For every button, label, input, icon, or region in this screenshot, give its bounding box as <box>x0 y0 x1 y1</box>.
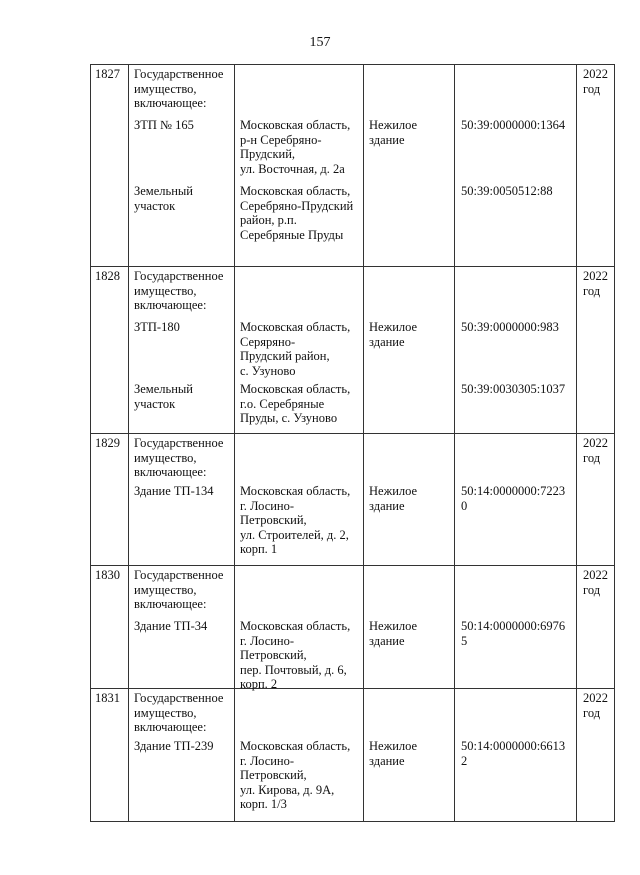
cadastral-number-line-block <box>461 484 565 513</box>
property-type-cell <box>364 434 455 566</box>
group-header-line: включающее: <box>134 597 207 612</box>
address-line: Петровский, <box>240 648 307 663</box>
cadastral-number-line-block <box>461 184 553 199</box>
address-line: корп. 1 <box>240 542 278 557</box>
cadastral-number-line: 50:14:0000000:6976 <box>461 619 566 633</box>
property-type-line-block <box>369 484 417 513</box>
property-type-line: Нежилое <box>369 739 418 753</box>
year-line: 2022 <box>583 436 608 450</box>
year-line: год <box>583 705 601 720</box>
property-name-line-block <box>134 484 214 499</box>
year-line: 2022 <box>583 568 608 582</box>
cadastral-number-line: 50:39:0000000:1364 <box>461 118 566 132</box>
property-name-line: Здание ТП-134 <box>134 484 214 498</box>
address-line-block <box>240 184 353 242</box>
year-cell <box>577 267 615 434</box>
cadastral-number-cell <box>455 267 577 434</box>
cadastral-number-cell <box>455 434 577 566</box>
year-line: 2022 <box>583 691 608 705</box>
year-cell <box>577 65 615 267</box>
table-row <box>91 566 615 689</box>
property-type-cell <box>364 267 455 434</box>
address-line-block <box>240 619 350 692</box>
property-type-line-block <box>369 320 417 349</box>
property-type-line: Нежилое <box>369 484 418 498</box>
address-line: с. Узуново <box>240 363 296 378</box>
cadastral-number-line-block <box>461 118 565 133</box>
property-type-line: здание <box>369 498 405 513</box>
address-line: Серебряные Пруды <box>240 227 344 242</box>
address-cell <box>235 566 364 692</box>
address-line: ул. Кирова, д. 9А, <box>240 782 335 797</box>
address-line-block <box>240 118 350 176</box>
address-line-block <box>240 382 350 426</box>
address-line-block <box>240 320 350 378</box>
property-name-line-block <box>134 320 180 335</box>
address-line: г. Лосино- <box>240 633 295 648</box>
property-name-line-block <box>134 184 193 213</box>
property-type-cell <box>364 566 455 689</box>
property-type-cell <box>364 65 455 267</box>
property-type-line: Нежилое <box>369 118 418 132</box>
property-name-line: ЗТП № 165 <box>134 118 194 132</box>
cadastral-number-cell <box>455 566 577 689</box>
property-name-line: участок <box>134 198 176 213</box>
address-line: г.о. Серебряные <box>240 396 325 411</box>
address-line: Московская область, <box>240 184 351 198</box>
address-line: Петровский, <box>240 768 307 783</box>
address-line: Московская область, <box>240 320 351 334</box>
year-line: 2022 <box>583 67 608 81</box>
property-type-cell <box>364 689 455 822</box>
property-type-line: здание <box>369 633 405 648</box>
property-name-line-block <box>134 739 214 754</box>
group-header-line: имущество, <box>134 283 197 298</box>
cadastral-number-line: 50:39:0050512:88 <box>461 184 553 198</box>
property-type-line: Нежилое <box>369 320 418 334</box>
table-row <box>91 267 615 434</box>
row-number: 1827 <box>91 65 129 267</box>
group-header-line: Государственное <box>134 691 224 705</box>
cadastral-number-cell <box>455 689 577 822</box>
property-name-line: Земельный <box>134 382 193 396</box>
property-type-line-block <box>369 118 417 147</box>
group-header-line: включающее: <box>134 96 207 111</box>
cadastral-number-line: 0 <box>461 498 468 513</box>
page-number: 157 <box>309 35 331 50</box>
property-name-line-block <box>134 382 193 411</box>
address-line: г. Лосино- <box>240 498 295 513</box>
address-cell <box>235 65 364 267</box>
address-line: Московская область, <box>240 619 351 633</box>
year-line: год <box>583 582 601 597</box>
address-cell <box>235 689 364 822</box>
property-type-line-block <box>369 619 417 648</box>
address-line: Прудский, <box>240 147 296 162</box>
cadastral-number-cell <box>455 65 577 267</box>
group-header-line: включающее: <box>134 465 207 480</box>
property-registry-table <box>90 64 615 822</box>
address-line: Московская область, <box>240 382 351 396</box>
address-line: корп. 2 <box>240 677 278 692</box>
year-line: год <box>583 450 601 465</box>
property-type-line-block <box>369 739 417 768</box>
year-cell <box>577 434 615 566</box>
cadastral-number-line: 50:14:0000000:7223 <box>461 484 566 498</box>
group-header-line: Государственное <box>134 67 224 81</box>
address-line: район, р.п. <box>240 213 297 228</box>
address-line: г. Лосино- <box>240 753 295 768</box>
address-line: Прудский район, <box>240 349 330 364</box>
cadastral-number-line-block <box>461 320 559 335</box>
property-name-cell <box>129 267 235 434</box>
property-name-line-block <box>134 118 194 133</box>
group-header-line: Государственное <box>134 568 224 582</box>
address-line: Московская область, <box>240 739 351 753</box>
group-header-line: имущество, <box>134 705 197 720</box>
group-header-line: имущество, <box>134 450 197 465</box>
address-line: Серебряно-Прудский <box>240 198 354 213</box>
address-cell <box>235 434 364 566</box>
property-name-line: Земельный <box>134 184 193 198</box>
year-cell <box>577 566 615 689</box>
property-name-line: участок <box>134 396 176 411</box>
address-line: Московская область, <box>240 118 351 132</box>
row-number: 1828 <box>91 267 129 434</box>
property-name-cell <box>129 434 235 566</box>
cadastral-number-line: 2 <box>461 753 468 768</box>
property-name-line: Здание ТП-34 <box>134 619 208 633</box>
address-line: пер. Почтовый, д. 6, <box>240 662 347 677</box>
table-row <box>91 65 615 267</box>
cadastral-number-line: 50:39:0000000:983 <box>461 320 559 334</box>
group-header-line: имущество, <box>134 81 197 96</box>
group-header <box>134 568 223 612</box>
property-name-line-block <box>134 619 207 634</box>
cadastral-number-line: 5 <box>461 633 468 648</box>
property-name-line: Здание ТП-239 <box>134 739 214 753</box>
group-header <box>134 691 223 735</box>
property-name-cell <box>129 566 235 689</box>
group-header-line: Государственное <box>134 269 224 283</box>
address-line: Петровский, <box>240 513 307 528</box>
property-type-line: здание <box>369 334 405 349</box>
group-header <box>134 67 223 111</box>
year-cell <box>577 689 615 822</box>
cadastral-number-line: 50:39:0030305:1037 <box>461 382 566 396</box>
cadastral-number-line-block <box>461 739 565 768</box>
group-header-line: включающее: <box>134 720 207 735</box>
property-name-cell <box>129 65 235 267</box>
group-header-line: Государственное <box>134 436 224 450</box>
year-line: 2022 <box>583 269 608 283</box>
address-line: ул. Строителей, д. 2, <box>240 527 349 542</box>
property-type-line: здание <box>369 132 405 147</box>
table-row <box>91 689 615 822</box>
group-header <box>134 436 223 480</box>
address-line: Пруды, с. Узуново <box>240 411 338 426</box>
group-header <box>134 269 223 313</box>
property-name-line: ЗТП-180 <box>134 320 180 334</box>
address-cell <box>235 267 364 434</box>
address-line: р-н Серебряно- <box>240 132 322 147</box>
row-number: 1830 <box>91 566 129 689</box>
cadastral-number-line-block <box>461 619 565 648</box>
cadastral-number-line-block <box>461 382 565 397</box>
cadastral-number-line: 50:14:0000000:6613 <box>461 739 566 753</box>
address-line: Серяряно- <box>240 334 296 349</box>
group-header-line: включающее: <box>134 298 207 313</box>
row-number: 1829 <box>91 434 129 566</box>
year-line: год <box>583 283 601 298</box>
property-type-line: Нежилое <box>369 619 418 633</box>
table-row <box>91 434 615 566</box>
address-line: ул. Восточная, д. 2а <box>240 161 345 176</box>
address-line-block <box>240 484 350 557</box>
address-line-block <box>240 739 350 812</box>
group-header-line: имущество, <box>134 582 197 597</box>
property-type-line: здание <box>369 753 405 768</box>
address-line: корп. 1/3 <box>240 797 287 812</box>
property-name-cell <box>129 689 235 822</box>
address-line: Московская область, <box>240 484 351 498</box>
year-line: год <box>583 81 601 96</box>
row-number: 1831 <box>91 689 129 822</box>
